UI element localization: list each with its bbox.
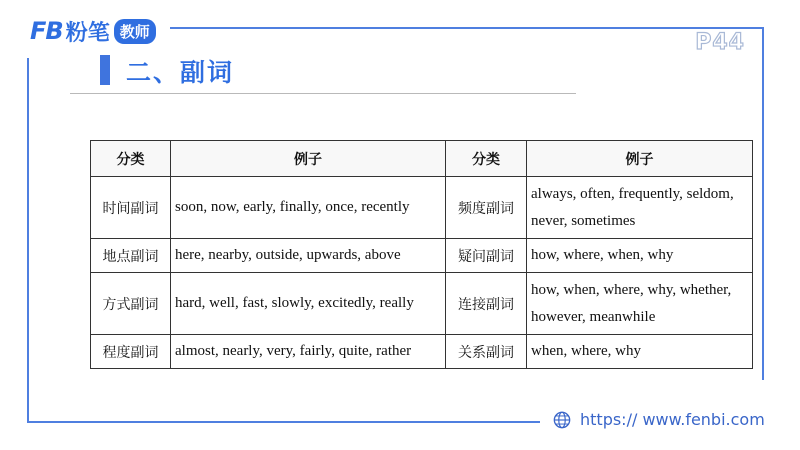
frame-bottom-line [27,421,540,423]
category-cell: 地点副词 [91,239,171,273]
category-cell: 程度副词 [91,335,171,369]
header-examples-1: 例子 [171,141,446,177]
section-title: 二、副词 [126,58,235,87]
category-cell: 时间副词 [91,177,171,239]
header-examples-2: 例子 [527,141,753,177]
table-header-row [91,141,753,177]
examples-cell: soon, now, early, finally, once, recently [171,177,446,239]
logo-badge: 教师 [114,19,156,44]
table-row [91,335,753,369]
website-url[interactable]: https:// www.fenbi.com [580,410,765,429]
category-cell: 关系副词 [446,335,527,369]
examples-cell: how, where, when, why [527,239,753,273]
title-accent-bar [100,55,110,85]
table-row [91,273,753,335]
frame-right-line [762,27,764,380]
fenbi-logo [30,16,156,46]
logo-brand: 粉笔 [65,20,110,46]
logo-mark: FB [30,17,63,45]
header-category-2: 分类 [446,141,527,177]
examples-cell: how, when, where, why, whether, however, meanwhile [527,273,753,335]
examples-cell: almost, nearly, very, fairly, quite, rather [171,335,446,369]
globe-icon [553,411,571,429]
category-cell: 疑问副词 [446,239,527,273]
adverb-table [90,140,753,369]
examples-cell: here, nearby, outside, upwards, above [171,239,446,273]
category-cell: 频度副词 [446,177,527,239]
table-row [91,239,753,273]
examples-cell: hard, well, fast, slowly, excitedly, really [171,273,446,335]
category-cell: 连接副词 [446,273,527,335]
title-divider [70,93,576,94]
frame-top-line [170,27,763,29]
examples-cell: when, where, why [527,335,753,369]
frame-left-line [27,58,29,423]
header-category-1: 分类 [91,141,171,177]
website-link[interactable] [553,410,765,429]
page-number: P44 [695,30,745,55]
examples-cell: always, often, frequently, seldom, never, sometimes [527,177,753,239]
table-row [91,177,753,239]
category-cell: 方式副词 [91,273,171,335]
